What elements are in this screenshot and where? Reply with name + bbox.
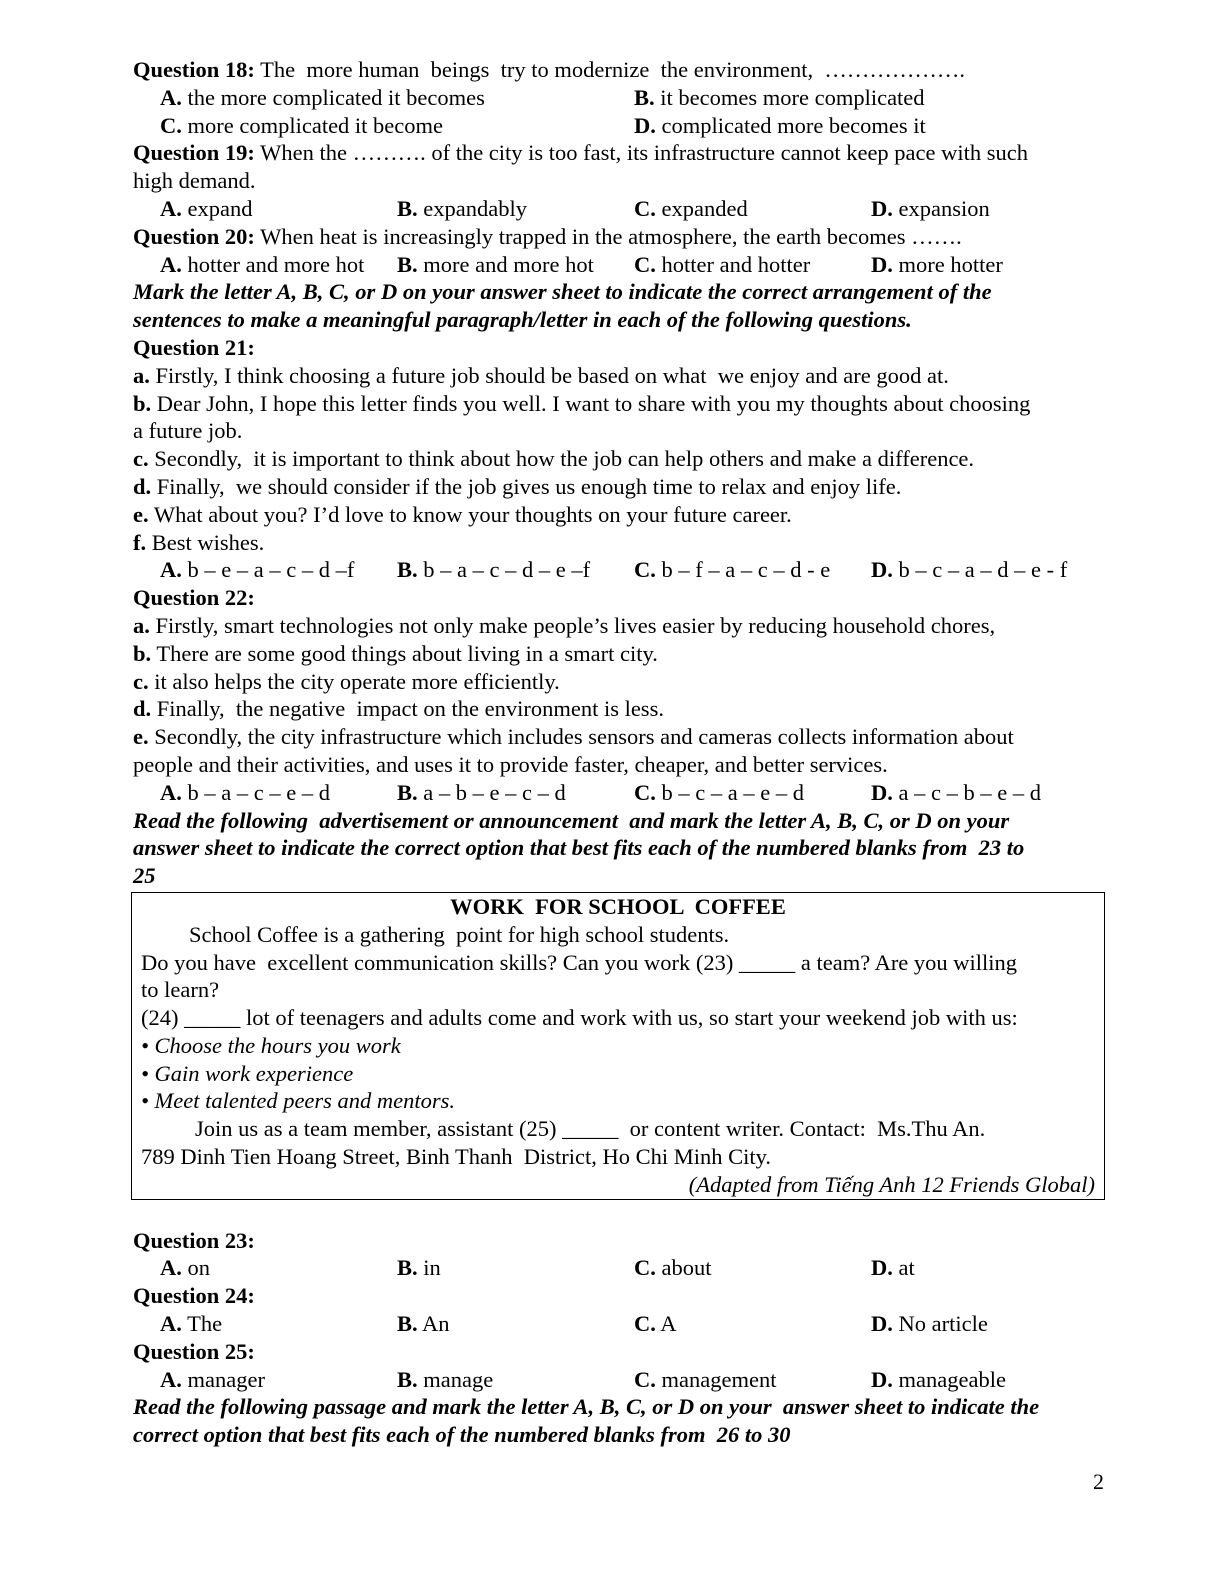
question-stem-continued: high demand. [133,168,256,194]
options-row [133,112,1098,140]
options-row [133,1310,1098,1338]
advertisement-text: Do you have excellent communication skills? Can you work (23) _____ a team? Are you willing [141,949,1018,975]
section-instruction: correct option that best fits each of the numbered blanks from 26 to 30 [133,1422,791,1448]
option-a: A. b – e – a – c – d –f [160,557,355,583]
advertisement-bullet: • Meet talented peers and mentors. [141,1088,456,1114]
question-22-label: Question 22: [133,585,255,611]
option-d: D. a – c – b – e – d [871,779,1041,805]
question-stem: When heat is increasingly trapped in the atmosphere, the earth becomes ……. [254,223,962,249]
sentence-item: f. Best wishes. [133,529,265,555]
options-row [133,84,1098,112]
page-number: 2 [1093,1469,1104,1494]
section-instruction: Read the following passage and mark the letter A, B, C, or D on your answer sheet to indicate the [133,1394,1040,1420]
option-c: C. hotter and hotter [634,251,811,277]
option-a: A. The [160,1311,223,1337]
option-b: B. An [397,1311,450,1337]
option-c: C. A [634,1311,677,1337]
option-b: B. b – a – c – d – e –f [397,557,591,583]
option-a: A. the more complicated it becomes [160,84,485,110]
advertisement-text: (24) _____ lot of teenagers and adults come and work with us, so start your weekend job with us: [141,1005,1018,1031]
advertisement-bullet: • Choose the hours you work [141,1032,401,1058]
advertisement-source: (Adapted from Tiếng Anh 12 Friends Global) [688,1171,1095,1197]
option-c: C. b – f – a – c – d - e [634,557,831,583]
sentence-item: d. Finally, we should consider if the job gives us enough time to relax and enjoy life. [133,473,902,499]
option-a: A. on [160,1255,210,1281]
question-stem: When the ………. of the city is too fast, its infrastructure cannot keep pace with such [254,140,1029,166]
options-row [133,1254,1098,1282]
advertisement-text: 789 Dinh Tien Hoang Street, Binh Thanh District, Ho Chi Minh City. [141,1144,772,1170]
option-a: A. manager [160,1366,265,1392]
sentence-item: a. Firstly, smart technologies not only make people’s lives easier by reducing household chores, [133,612,996,638]
option-d: D. No article [871,1311,988,1337]
option-b: B. expandably [397,195,527,221]
question-label: Question 18: [133,57,255,82]
question-20 [133,223,1098,251]
section-instruction: Read the following advertisement or announcement and mark the letter A, B, C, or D on your [133,807,1010,833]
question-label: Question 19: [133,140,255,166]
question-24-label: Question 24: [133,1283,255,1309]
option-c: C. about [634,1255,712,1281]
advertisement-text: Join us as a team member, assistant (25) _____ or content writer. Contact: Ms.Thu An. [195,1116,986,1142]
option-b: B. more and more hot [397,251,594,277]
option-a: A. expand [160,195,253,221]
sentence-item-continued: a future job. [133,418,243,444]
option-c: C. expanded [634,195,748,221]
question-stem: The more human beings try to modernize the environment, ………………. [254,57,965,82]
section-instruction: Mark the letter A, B, C, or D on your answer sheet to indicate the correct arrangement of the [133,279,992,305]
option-a: A. hotter and more hot [160,251,365,277]
sentence-item: c. it also helps the city operate more efficiently. [133,668,560,694]
question-21-label: Question 21: [133,334,255,360]
option-b: B. manage [397,1366,494,1392]
option-b: B. in [397,1255,441,1281]
option-d: D. at [871,1255,915,1281]
option-c: C. b – c – a – e – d [634,779,804,805]
question-18 [133,56,1098,84]
sentence-item: a. Firstly, I think choosing a future job should be based on what we enjoy and are good at. [133,362,949,388]
option-d: D. expansion [871,195,990,221]
option-d: D. manageable [871,1366,1006,1392]
option-d: D. complicated more becomes it [634,112,926,138]
options-row [133,251,1098,279]
options-row [133,1366,1098,1394]
advertisement-text: to learn? [141,977,220,1003]
options-row [133,195,1098,223]
option-a: A. b – a – c – e – d [160,779,330,805]
section-instruction: 25 [133,863,156,889]
option-d: D. b – c – a – d – e - f [871,557,1068,583]
question-label: Question 20: [133,223,255,249]
advertisement-bullet: • Gain work experience [141,1060,354,1086]
spacer [133,1200,1098,1227]
sentence-item: e. What about you? I’d love to know your thoughts on your future career. [133,501,792,527]
sentence-item: b. There are some good things about living in a smart city. [133,640,658,666]
option-d: D. more hotter [871,251,1003,277]
question-19 [133,139,1098,167]
option-c: C. more complicated it become [160,112,444,138]
option-b: B. it becomes more complicated [634,84,925,110]
question-23-label: Question 23: [133,1227,255,1253]
section-instruction: sentences to make a meaningful paragraph/letter in each of the following questions. [133,307,912,333]
advertisement-text: School Coffee is a gathering point for high school students. [189,921,730,947]
sentence-item: d. Finally, the negative impact on the environment is less. [133,696,664,722]
advertisement-title: WORK FOR SCHOOL COFFEE [450,893,786,919]
advertisement-box [131,892,1105,1200]
sentence-item: c. Secondly, it is important to think about how the job can help others and make a difference. [133,446,975,472]
options-row [133,779,1098,807]
section-instruction: answer sheet to indicate the correct option that best fits each of the numbered blanks from 23 to [133,835,1025,861]
option-b: B. a – b – e – c – d [397,779,566,805]
sentence-item: b. Dear John, I hope this letter finds you well. I want to share with you my thoughts about choosing [133,390,1031,416]
option-c: C. management [634,1366,777,1392]
exam-page [133,56,1098,1449]
sentence-item: e. Secondly, the city infrastructure which includes sensors and cameras collects information about [133,724,1014,750]
sentence-item-continued: people and their activities, and uses it to provide faster, cheaper, and better services. [133,751,888,777]
question-25-label: Question 25: [133,1338,255,1364]
options-row [133,556,1098,584]
